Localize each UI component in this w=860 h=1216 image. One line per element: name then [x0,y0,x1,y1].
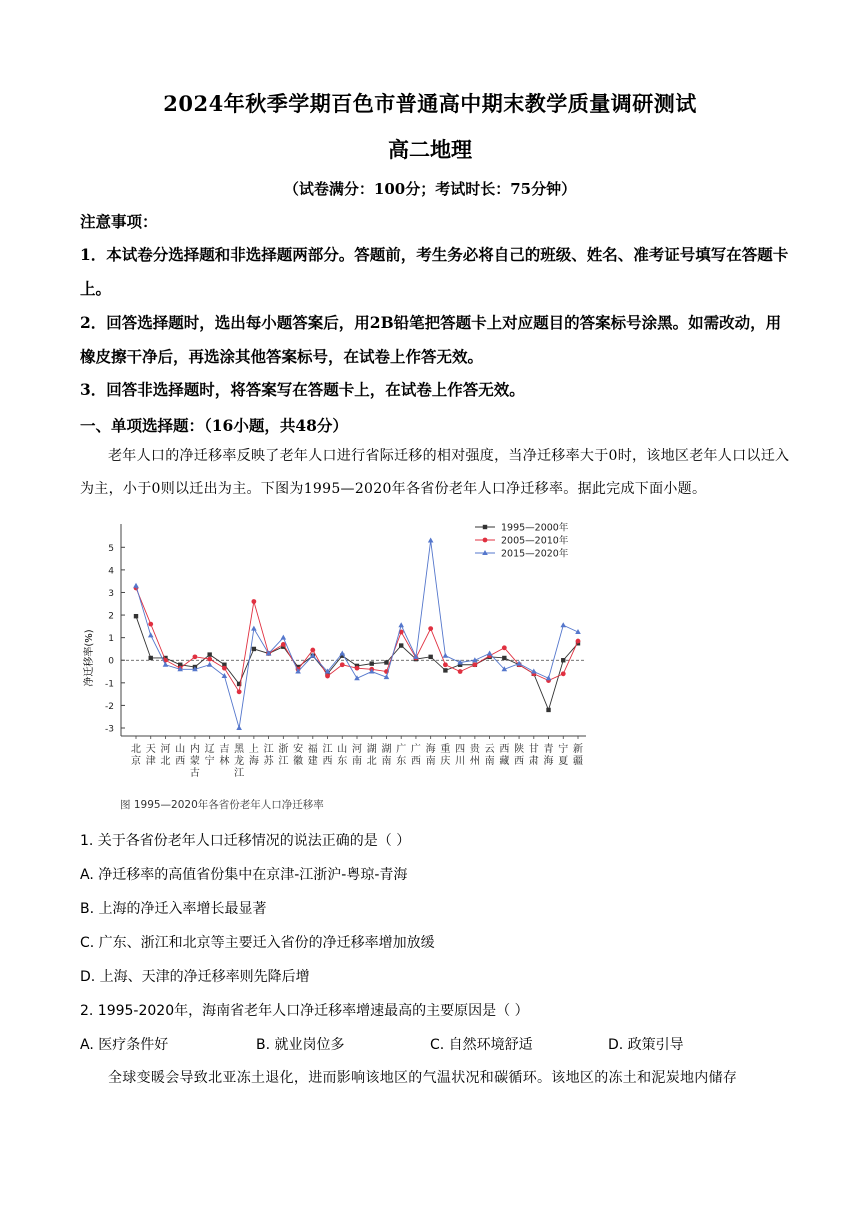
subject-title: 高二地理 [388,137,472,162]
x-tick-label: 上海 [248,744,259,767]
y-tick-label: 0 [108,656,114,667]
question-2-option-a[interactable]: A. 医疗条件好 [80,1037,169,1053]
notice-item-2: 2．回答选择题时，选出每小题答案后，用2B铅笔把答题卡上对应题目的答案标号涂黑。如需改动，用橡皮擦干净后，再选涂其他答案标号，在试卷上作答无效。 [80,313,782,366]
x-tick-label: 云南 [484,744,495,767]
y-tick-label: -2 [105,701,114,712]
data-point [310,648,315,653]
data-point [502,645,507,650]
x-tick-label: 重庆 [440,744,451,767]
data-point [399,643,403,647]
data-point [133,583,139,588]
data-point [281,635,287,640]
x-tick-label: 北京 [131,744,141,767]
x-tick-label: 青海 [543,744,554,767]
legend-marker [483,525,487,529]
x-tick-label: 甘肃 [528,744,539,767]
question-1-option-d[interactable]: D. 上海、天津的净迁移率则先降后增 [80,969,310,985]
x-tick-label: 浙江 [278,744,289,767]
x-tick-label: 安徽 [293,744,304,767]
next-passage-text: 全球变暖会导致北亚冻土退化，进而影响该地区的气温状况和碳循环。该地区的冻土和泥炭地内储存 [108,1070,738,1086]
data-point [222,666,227,671]
x-tick-label: 江西 [322,744,333,767]
data-point [398,622,404,627]
data-point [236,725,242,730]
exam-info: （试卷满分：100分；考试时长：75分钟） [283,180,577,198]
data-point [370,661,374,665]
x-tick-label: 河北 [160,744,171,767]
data-point [148,632,154,637]
y-tick-label: 1 [108,634,114,645]
x-tick-label: 贵州 [469,744,480,767]
data-point [384,660,388,664]
x-tick-label: 广西 [410,744,421,767]
y-tick-label: 3 [108,588,114,599]
passage-text: 老年人口的净迁移率反映了老年人口进行省际迁移的相对强度，当净迁移率大于0时，该地区老年人口以迁入为主，小于0则以迁出为主。下图为1995—2020年各省份老年人口净迁移率。据此完成下面小题。 [80,448,790,497]
data-point [531,669,537,674]
question-1-stem: 1. 关于各省份老年人口迁移情况的说法正确的是（ ） [80,833,411,849]
question-2-option-c[interactable]: C. 自然环境舒适 [430,1037,533,1053]
x-tick-label: 内蒙古 [189,744,200,779]
data-point [443,662,448,667]
data-point [207,652,211,656]
y-tick-label: 5 [108,543,114,554]
x-tick-label: 陕西 [514,744,525,767]
data-point [163,662,169,667]
data-point [487,650,493,655]
x-tick-label: 天津 [145,744,156,767]
legend-marker [483,538,488,543]
question-1-option-b[interactable]: B. 上海的净迁入率增长最显著 [80,901,267,917]
data-point [148,622,153,627]
legend-label: 1995—2000年 [501,522,569,534]
question-2-option-d[interactable]: D. 政策引导 [608,1037,684,1053]
data-point [502,656,506,660]
section-heading: 一、单项选择题：（16小题，共48分） [80,416,348,435]
x-tick-label: 湖南 [381,744,392,767]
data-point [207,657,212,662]
data-point [355,666,360,671]
x-tick-label: 四川 [455,744,466,767]
notice-item-3: 3．回答非选择题时，将答案写在答题卡上，在试卷上作答无效。 [80,380,525,399]
data-point [207,662,213,667]
x-tick-label: 黑龙江 [234,744,245,779]
legend-marker [482,550,488,555]
x-tick-label: 山西 [175,744,186,767]
data-point [428,626,433,631]
series-line-0 [136,616,578,710]
data-point [576,639,581,644]
x-tick-label: 新疆 [573,744,583,767]
y-tick-label: -3 [105,724,114,735]
x-tick-label: 辽宁 [204,744,215,767]
data-point [251,626,257,631]
data-point [428,655,432,659]
question-1-option-c[interactable]: C. 广东、浙江和北京等主要迁入省份的净迁移率增加放缓 [80,935,435,951]
data-point [237,689,242,694]
data-point [193,654,198,659]
question-1-option-a[interactable]: A. 净迁移率的高值省份集中在京津-江浙沪-粤琼-青海 [80,867,408,883]
x-tick-label: 河南 [352,744,362,767]
data-point [443,653,449,658]
x-tick-label: 广东 [396,744,407,767]
data-point [560,622,566,627]
data-point [222,673,228,678]
data-point [339,650,345,655]
data-point [325,674,330,679]
data-point [340,662,345,667]
y-tick-label: -1 [105,679,114,690]
question-2-stem: 2. 1995-2020年，海南省老年人口净迁移率增速最高的主要原因是（ ） [80,1003,529,1019]
data-point [134,614,138,618]
data-point [561,658,565,662]
question-2-option-b[interactable]: B. 就业岗位多 [256,1037,345,1053]
legend-label: 2015—2020年 [501,548,569,560]
data-point [149,656,153,660]
data-point [443,668,447,672]
data-point [252,647,256,651]
y-axis-label: 净迁移率(%) [84,629,95,687]
data-point [251,599,256,604]
x-tick-label: 山东 [337,744,348,767]
y-tick-label: 4 [108,566,114,577]
data-point [561,671,566,676]
y-tick-label: 2 [108,611,114,622]
x-tick-label: 福建 [307,744,318,767]
migration-chart [80,508,600,818]
notice-item-1: 1．本试卷分选择题和非选择题两部分。答题前，考生务必将自己的班级、姓名、准考证号填写在答题卡上。 [80,245,789,298]
data-point [458,669,463,674]
x-tick-label: 宁夏 [558,744,569,767]
series-line-2 [136,541,578,728]
data-point [428,538,434,543]
notice-heading: 注意事项： [80,212,158,231]
data-point [281,642,286,647]
x-tick-label: 江苏 [263,744,274,767]
chart-caption: 图 1995—2020年各省份老年人口净迁移率 [120,799,324,811]
x-tick-label: 吉林 [219,744,230,767]
x-tick-label: 海南 [425,744,436,767]
legend-label: 2005—2010年 [501,535,569,547]
x-tick-label: 湖北 [366,744,377,767]
x-tick-label: 西藏 [499,744,510,767]
data-point [546,708,550,712]
exam-title: 2024年秋季学期百色市普通高中期末教学质量调研测试 [163,91,697,116]
data-point [472,662,477,667]
